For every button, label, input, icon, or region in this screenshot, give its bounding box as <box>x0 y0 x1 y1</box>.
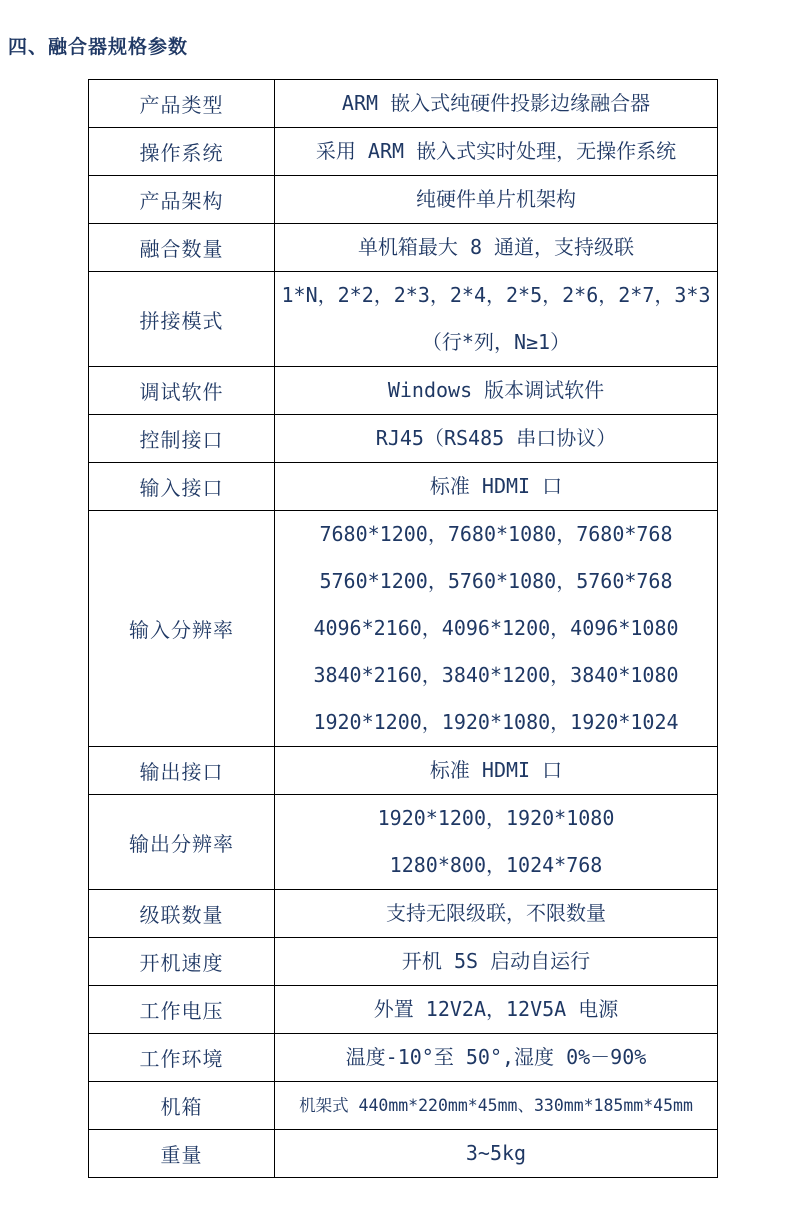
table-row <box>89 367 718 415</box>
spec-label-cell: 输出分辨率 <box>89 795 275 890</box>
spec-label-cell: 重量 <box>89 1130 275 1178</box>
spec-table-body <box>89 80 718 1178</box>
spec-value-cell <box>275 986 718 1034</box>
spec-label-cell: 工作环境 <box>89 1034 275 1082</box>
spec-value-cell <box>275 176 718 224</box>
table-row <box>89 890 718 938</box>
table-row <box>89 80 718 128</box>
spec-value-line: 3~5kg <box>465 1141 527 1165</box>
spec-value-cell <box>275 511 718 747</box>
table-row <box>89 415 718 463</box>
table-row <box>89 747 718 795</box>
table-row <box>89 1082 718 1130</box>
spec-value-line: 标准 HDMI 口 <box>429 758 563 782</box>
spec-table <box>88 79 718 1178</box>
spec-value-line: 1280*800，1024*768 <box>389 853 603 877</box>
spec-value-line: 4096*2160，4096*1200，4096*1080 <box>313 616 679 640</box>
table-row <box>89 128 718 176</box>
spec-value-line: 标准 HDMI 口 <box>429 474 563 498</box>
spec-value-line: 外置 12V2A，12V5A 电源 <box>373 997 619 1021</box>
spec-value-line: 5760*1200，5760*1080，5760*768 <box>319 569 673 593</box>
spec-label-cell: 输入分辨率 <box>89 511 275 747</box>
table-row <box>89 1034 718 1082</box>
spec-value-line: 1920*1200，1920*1080，1920*1024 <box>313 710 679 734</box>
table-row <box>89 272 718 367</box>
spec-value-cell <box>275 463 718 511</box>
spec-label-cell: 开机速度 <box>89 938 275 986</box>
spec-label-cell: 级联数量 <box>89 890 275 938</box>
spec-value-line: Windows 版本调试软件 <box>387 378 605 402</box>
table-row <box>89 511 718 747</box>
spec-value-cell <box>275 795 718 890</box>
table-row <box>89 795 718 890</box>
spec-value-line: ARM 嵌入式纯硬件投影边缘融合器 <box>341 91 651 115</box>
spec-value-line: 支持无限级联，不限数量 <box>386 901 606 925</box>
spec-label-cell: 产品架构 <box>89 176 275 224</box>
spec-value-line: 开机 5S 启动自运行 <box>401 949 591 973</box>
table-row <box>89 1130 718 1178</box>
spec-label-cell: 产品类型 <box>89 80 275 128</box>
spec-value-cell <box>275 272 718 367</box>
table-row <box>89 463 718 511</box>
spec-value-cell <box>275 1082 718 1130</box>
spec-label-cell: 操作系统 <box>89 128 275 176</box>
table-row <box>89 176 718 224</box>
spec-value-line: 纯硬件单片机架构 <box>416 187 576 211</box>
spec-value-cell <box>275 80 718 128</box>
spec-value-line: 单机箱最大 8 通道，支持级联 <box>357 235 635 259</box>
spec-value-cell <box>275 367 718 415</box>
spec-value-line: 采用 ARM 嵌入式实时处理，无操作系统 <box>315 139 677 163</box>
spec-value-line: 7680*1200，7680*1080，7680*768 <box>319 522 673 546</box>
spec-label-cell: 机箱 <box>89 1082 275 1130</box>
table-row <box>89 938 718 986</box>
spec-value-line: RJ45（RS485 串口协议） <box>375 426 617 450</box>
spec-value-cell <box>275 1130 718 1178</box>
spec-label-cell: 输入接口 <box>89 463 275 511</box>
spec-label-cell: 拼接模式 <box>89 272 275 367</box>
spec-value-cell <box>275 415 718 463</box>
spec-label-cell: 融合数量 <box>89 224 275 272</box>
page-title: 四、融合器规格参数 <box>8 36 189 58</box>
spec-value-cell <box>275 938 718 986</box>
spec-value-line: 3840*2160，3840*1200，3840*1080 <box>313 663 679 687</box>
spec-label-cell: 工作电压 <box>89 986 275 1034</box>
spec-value-cell <box>275 1034 718 1082</box>
table-row <box>89 224 718 272</box>
spec-value-line: 1920*1200，1920*1080 <box>377 806 615 830</box>
spec-value-line: （行*列，N≥1） <box>421 330 571 354</box>
table-row <box>89 986 718 1034</box>
spec-value-cell <box>275 128 718 176</box>
spec-value-cell <box>275 890 718 938</box>
spec-label-cell: 调试软件 <box>89 367 275 415</box>
spec-value-line: 1*N，2*2，2*3，2*4，2*5，2*6，2*7，3*3 <box>281 283 711 307</box>
spec-value-line: 机架式 440mm*220mm*45mm、330mm*185mm*45mm <box>299 1096 693 1115</box>
spec-label-cell: 控制接口 <box>89 415 275 463</box>
spec-label-cell: 输出接口 <box>89 747 275 795</box>
spec-value-cell <box>275 224 718 272</box>
spec-value-line: 温度-10°至 50°,湿度 0%－90% <box>345 1045 647 1069</box>
spec-value-cell <box>275 747 718 795</box>
